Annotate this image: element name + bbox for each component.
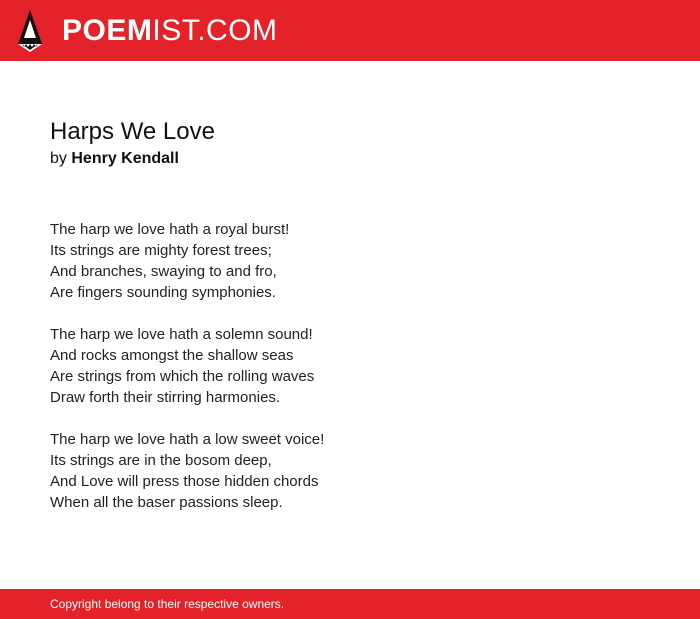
- site-header: [0, 0, 700, 61]
- poem-line: And branches, swaying to and fro,: [50, 263, 277, 280]
- poem-content: [50, 116, 650, 534]
- site-logo-text: [62, 13, 278, 47]
- poem-line: The harp we love hath a low sweet voice!: [50, 431, 325, 448]
- logo-light-part: IST.COM: [152, 13, 278, 47]
- poem-body: [50, 219, 650, 513]
- pencil-icon: [18, 10, 42, 52]
- stanza: [50, 324, 650, 408]
- poem-title: Harps We Love: [50, 118, 215, 145]
- poem-author: Henry Kendall: [71, 150, 179, 167]
- poem-line: Are strings from which the rolling waves: [50, 368, 315, 385]
- poem-line: Are fingers sounding symphonies.: [50, 284, 276, 301]
- poem-line: The harp we love hath a royal burst!: [50, 221, 290, 238]
- copyright-text: Copyright belong to their respective owners.: [50, 597, 285, 611]
- site-logo-link[interactable]: [18, 0, 278, 61]
- poem-line: Draw forth their stirring harmonies.: [50, 389, 281, 406]
- poem-line: And Love will press those hidden chords: [50, 473, 319, 490]
- poem-line: When all the baser passions sleep.: [50, 494, 283, 511]
- poem-byline: [50, 148, 650, 170]
- by-label: by: [50, 150, 67, 167]
- logo-bold-part: POEM: [62, 13, 153, 47]
- stanza: [50, 429, 650, 513]
- poem-line: And rocks amongst the shallow seas: [50, 347, 294, 364]
- site-footer: [0, 589, 700, 619]
- poem-line: Its strings are mighty forest trees;: [50, 242, 272, 259]
- poem-line: The harp we love hath a solemn sound!: [50, 326, 313, 343]
- poem-line: Its strings are in the bosom deep,: [50, 452, 272, 469]
- stanza: [50, 219, 650, 303]
